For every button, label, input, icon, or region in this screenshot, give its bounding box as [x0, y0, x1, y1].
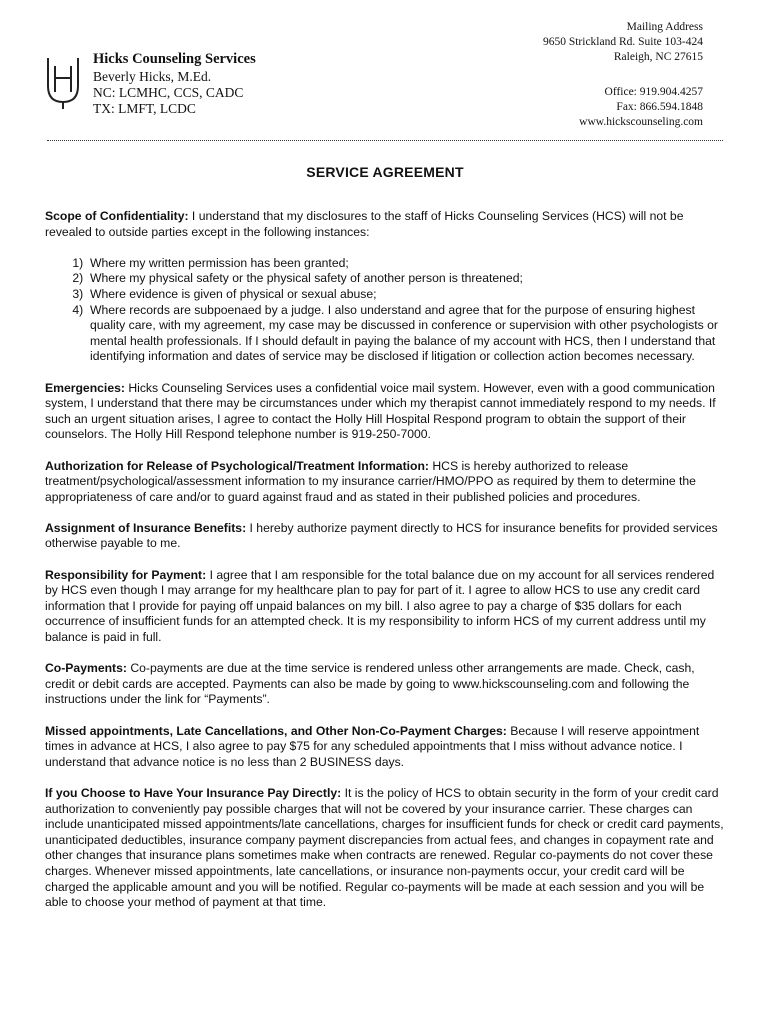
- section-heading: If you Choose to Have Your Insurance Pay Directly:: [45, 785, 342, 800]
- city-address: Raleigh, NC 27615: [613, 51, 703, 63]
- section-text: Hicks Counseling Services uses a confidential voice mail system. However, even with a good communication system, I understand that there may be circumstances under which my therapist cannot immediately respond to my needs. If such an urgent situation arises, I agree to contact the Holly Hill Hospital Respond program to obtain the support of their counselors. The Holly Hill Respond telephone number is 919-250-7000.: [45, 380, 716, 442]
- office-phone: Office: 919.904.4257: [604, 86, 703, 98]
- section-text: Because I will reserve appointment times in advance at HCS, I also agree to pay $75 for any scheduled appointments that I miss without advance notice. I understand that advance notice is no less than 2 BUSINESS days.: [45, 723, 700, 769]
- insurance-direct-section: [45, 786, 725, 911]
- section-heading: Scope of Confidentiality:: [45, 209, 189, 223]
- missed-appointments-section: [45, 724, 725, 771]
- org-block: [93, 51, 256, 117]
- agreement-body: [45, 209, 725, 926]
- credentials-tx: TX: LMFT, LCDC: [93, 101, 196, 116]
- fax-number: Fax: 866.594.1848: [616, 101, 703, 113]
- street-address: 9650 Strickland Rd. Suite 103-424: [542, 36, 703, 48]
- section-text: It is the policy of HCS to obtain security in the form of your credit card authorization to conveniently pay possible charges that will not be covered by your insurance carrier. These charges can include unanticipated missed appointments/late cancellations, charges for insufficient funds for check or credit card payments, unanticipated deductibles, insurance company payment discrepancies from actual fees, and changes in copayment rate and other changes that insurance plans sometimes make when contracts are renewed. Regular co-payments do not cover these charges. Whenever missed appointments, late cancellations, or insurance non-payments occur, your credit card will be charged the applicable amount and you will be notified. Regular co-payments will be made at each session and you will be able to choose your method of payment at that time.: [45, 785, 724, 910]
- section-heading: Missed appointments, Late Cancellations, and Other Non-Co-Payment Charges:: [45, 723, 507, 738]
- section-heading: Authorization for Release of Psychological/Treatment Information:: [45, 458, 429, 473]
- section-heading: Co-Payments:: [45, 661, 127, 676]
- website-link[interactable]: www.hickscounseling.com: [579, 116, 703, 128]
- section-text: I hereby authorize payment directly to HCS for insurance benefits for provided services otherwise payable to me.: [45, 520, 718, 551]
- responsibility-section: [45, 568, 725, 646]
- credentials-nc: NC: LCMHC, CCS, CADC: [93, 85, 244, 100]
- copayments-section: [45, 661, 725, 708]
- mailing-label: Mailing Address: [626, 21, 703, 33]
- section-text: HCS is hereby authorized to release treatment/psychological/assessment information to my insurance carrier/HMO/PPO as required by them to determine the appropriateness of care and/or to guard against fraud and as stated in their published policies and procedures.: [45, 458, 696, 504]
- section-heading: Assignment of Insurance Benefits:: [45, 520, 247, 535]
- authorization-section: [45, 459, 725, 506]
- header-divider: [47, 140, 723, 141]
- section-text: Co-payments are due at the time service is rendered unless other arrangements are made. Check, cash, credit or debit cards are accepted. Payments can also be made by going to www.hickscounseling.com and following the instructions under the link for “Payments”.: [45, 661, 695, 707]
- list-item: 3. Where evidence is given of physical or sexual abuse;: [90, 287, 725, 303]
- list-item: 4. Where records are subpoenaed by a judge. I also understand and agree that for the purpose of ensuring highest quality care, with my agreement, my case may be discussed in conference or supervision with other psychologists or mental health professionals. If I should default in paying the balance of my account with HCS, then I understand that identifying information and dates of service may be disclosed if litigation or collection action becomes necessary.: [90, 303, 725, 365]
- section-heading: Emergencies:: [45, 380, 125, 395]
- confidentiality-list: [45, 256, 725, 365]
- list-item: 1. Where my written permission has been granted;: [90, 256, 725, 272]
- emergencies-section: [45, 381, 725, 443]
- list-item: 2. Where my physical safety or the physical safety of another person is threatened;: [90, 271, 725, 287]
- confidentiality-section: [45, 209, 725, 240]
- org-name: Hicks Counseling Services: [93, 51, 256, 67]
- section-text: I agree that I am responsible for the total balance due on my account for all services rendered by HCS even though I may arrange for my healthcare plan to pay for part of it. I agree to allow HCS to use any credit card information that I provide for paying off unpaid balances on my bill. I also agree to pay a charge of $35 dollars for each occurrence of insufficient funds for an attempted check. It is my responsibility to inform HCS of my current address until my balance is paid in full.: [45, 567, 715, 645]
- section-text: I understand that my disclosures to the staff of Hicks Counseling Services (HCS) will not be revealed to outside parties except in the following instances:: [45, 209, 684, 239]
- section-heading: Responsibility for Payment:: [45, 567, 207, 582]
- page-title: SERVICE AGREEMENT: [306, 164, 464, 180]
- hcs-logo-icon: [46, 56, 80, 110]
- assignment-section: [45, 521, 725, 552]
- practitioner-name: Beverly Hicks, M.Ed.: [93, 69, 212, 84]
- contact-block: [543, 20, 703, 130]
